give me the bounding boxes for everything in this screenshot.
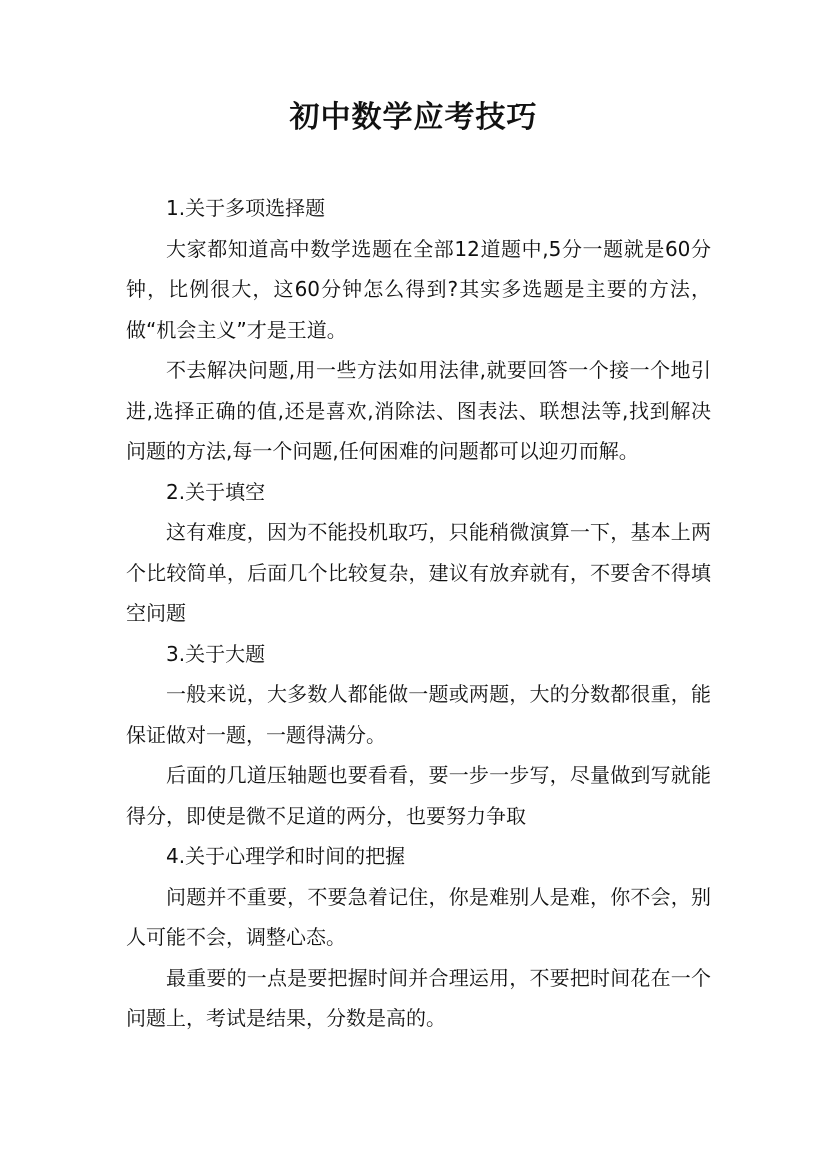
paragraph-big-questions-final: 后面的几道压轴题也要看看，要一步一步写，尽量做到写就能得分，即使是微不足道的两分，也要努力争取 xyxy=(126,763,711,828)
section-heading-big-questions: 3.关于大题 xyxy=(166,641,266,666)
paragraph-psychology: 问题并不重要，不要急着记住，你是难别人是难，你不会，别人可能不会，调整心态。 xyxy=(126,884,711,949)
paragraph-multiple-choice-methods: 不去解决问题,用一些方法如用法律,就要回答一个接一个地引进,选择正确的值,还是喜欢,消除法、图表法、联想法等,找到解决问题的方法,每一个问题,任何困难的问题都可以迎刃而解。 xyxy=(126,358,711,463)
paragraph-big-questions-intro: 一般来说，大多数人都能做一题或两题，大的分数都很重，能保证做对一题，一题得满分。 xyxy=(126,682,711,747)
section-heading-psychology-time: 4.关于心理学和时间的把握 xyxy=(166,844,406,868)
document-title: 初中数学应考技巧 xyxy=(289,100,538,135)
section-heading-multiple-choice: 1.关于多项选择题 xyxy=(166,196,326,220)
document-body xyxy=(126,188,711,1039)
paragraph-fill-in: 这有难度，因为不能投机取巧，只能稍微演算一下，基本上两个比较简单，后面几个比较复杂，建议有放弃就有，不要舍不得填空问题 xyxy=(126,520,711,625)
paragraph-multiple-choice-intro: 大家都知道高中数学选题在全部12道题中,5分一题就是60分钟，比例很大，这60分钟怎么得到?其实多选题是主要的方法，做“机会主义”才是王道。 xyxy=(126,236,711,342)
paragraph-time-management: 最重要的一点是要把握时间并合理运用，不要把时间花在一个问题上，考试是结果，分数是高的。 xyxy=(126,965,711,1030)
section-heading-fill-in: 2.关于填空 xyxy=(166,479,266,504)
